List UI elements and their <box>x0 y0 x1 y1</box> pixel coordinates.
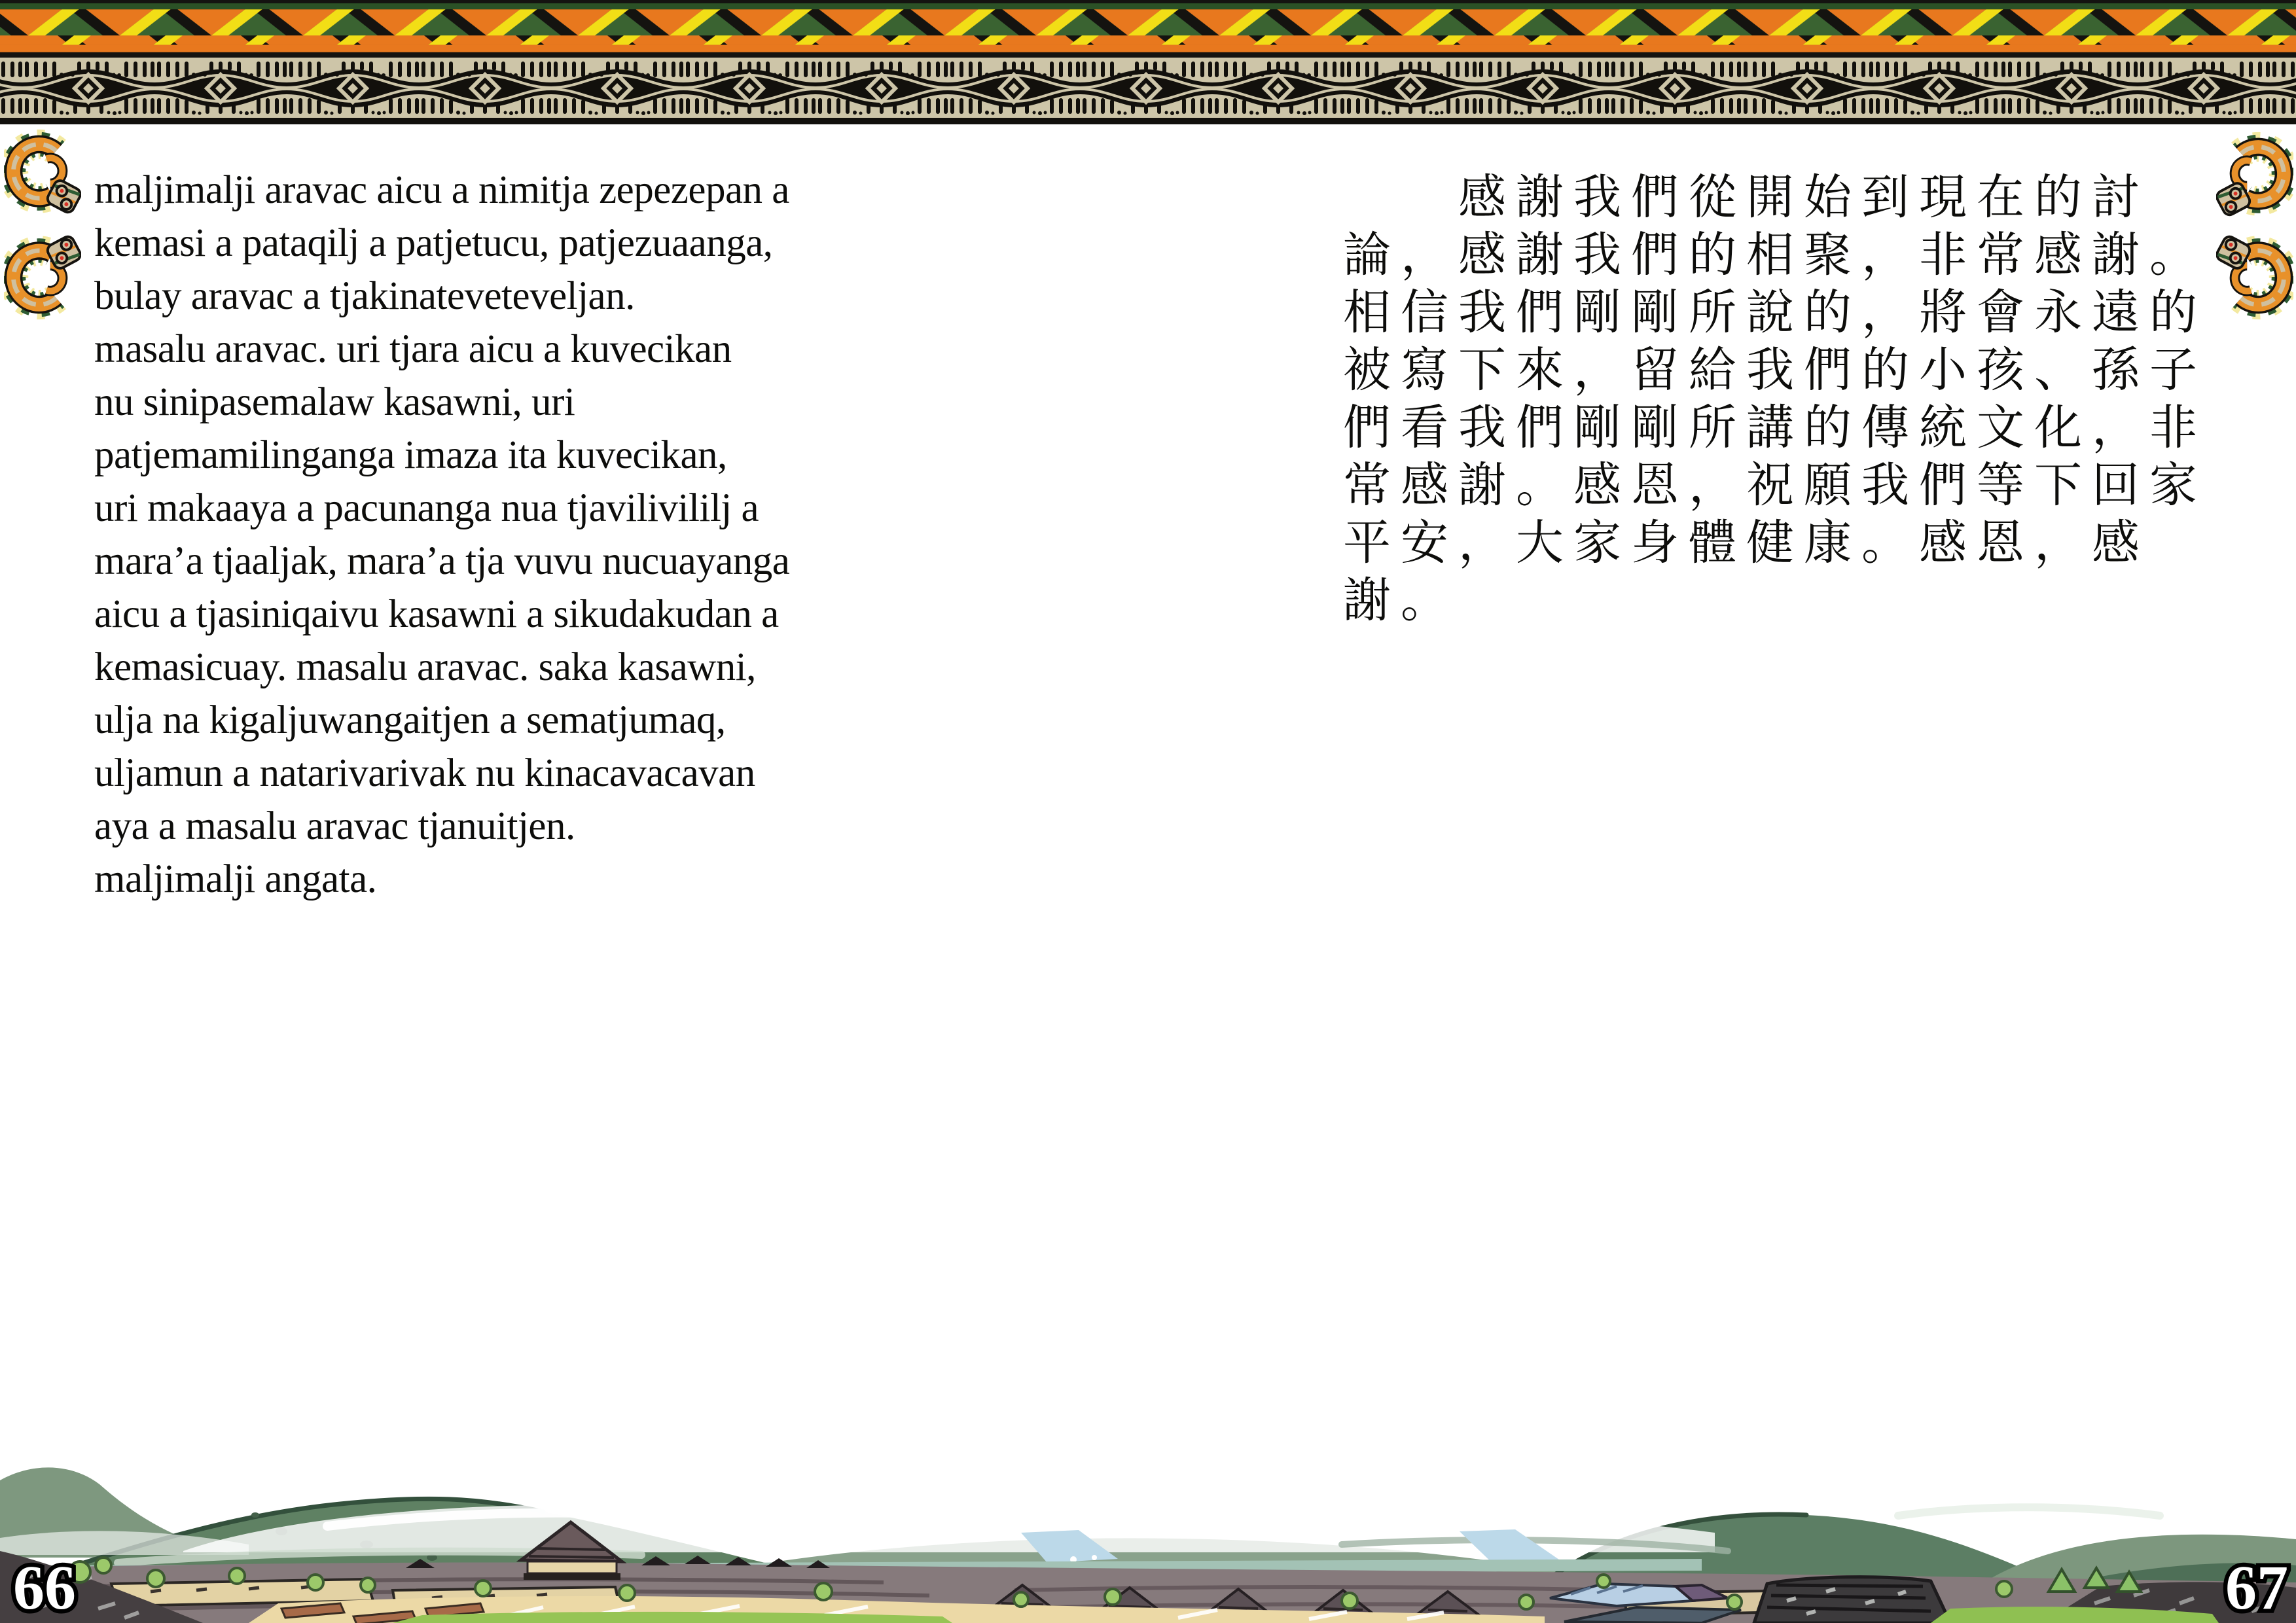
text-line: bulay aravac a tjakinateveteveljan. <box>94 274 635 318</box>
text-line: nu sinipasemalaw kasawni, uri <box>94 380 575 424</box>
text-line: kemasi a pataqilj a patjetucu, patjezuaanga, <box>94 221 773 265</box>
paiwan-text-block <box>94 164 984 906</box>
text-line: maljimalji angata. <box>94 857 377 901</box>
page-number-right-text: 67 <box>2225 1552 2288 1622</box>
text-line: 謝。 <box>1343 574 1458 627</box>
text-line: aicu a tjasiniqaivu kasawni a sikudakudan a <box>94 592 779 636</box>
text-line: aya a masalu aravac tjanuitjen. <box>94 804 575 848</box>
chinese-text-block <box>1343 169 2259 630</box>
triangle-zigzag-border <box>0 0 2296 59</box>
text-line: 常感謝。感恩，祝願我們等下回家 <box>1343 459 2207 512</box>
snake-spiral-icon <box>4 122 81 220</box>
text-line: 相信我們剛剛所說的，將會永遠的 <box>1343 286 2207 339</box>
text-line: 們看我們剛剛所講的傳統文化，非 <box>1343 401 2207 454</box>
text-line: 論，感謝我們的相聚，非常感謝。 <box>1343 228 2207 281</box>
text-line: 被寫下來，留給我們的小孩、孫子 <box>1343 344 2207 397</box>
woven-carved-border <box>0 58 2296 124</box>
text-line: masalu aravac. uri tjara aicu a kuvecikan <box>94 327 732 371</box>
text-line: kemasicuay. masalu aravac. saka kasawni, <box>94 645 756 689</box>
text-line: uljamun a natarivarivak nu kinacavacavan <box>94 751 755 795</box>
text-line: ulja na kigaljuwangaitjen a sematjumaq, <box>94 698 726 742</box>
page-number-left <box>8 1552 139 1622</box>
text-line: uri makaaya a pacunanga nua tjavilivililj a <box>94 486 759 530</box>
village-landscape-illustration <box>0 1453 2296 1623</box>
text-line: mara’a tjaaljak, mara’a tja vuvu nucuayanga <box>94 539 790 583</box>
page-number-right <box>2220 1552 2296 1622</box>
text-line: maljimalji aravac aicu a nimitja zepezepan a <box>94 168 789 212</box>
snake-spiral-icon <box>4 229 81 327</box>
text-line: patjemamilinganga imaza ita kuvecikan, <box>94 433 727 477</box>
text-line: 平安，大家身體健康。感恩，感 <box>1343 516 2149 569</box>
page-number-left-text: 66 <box>13 1552 76 1622</box>
text-line: 感謝我們從開始到現在的討 <box>1458 171 2149 224</box>
